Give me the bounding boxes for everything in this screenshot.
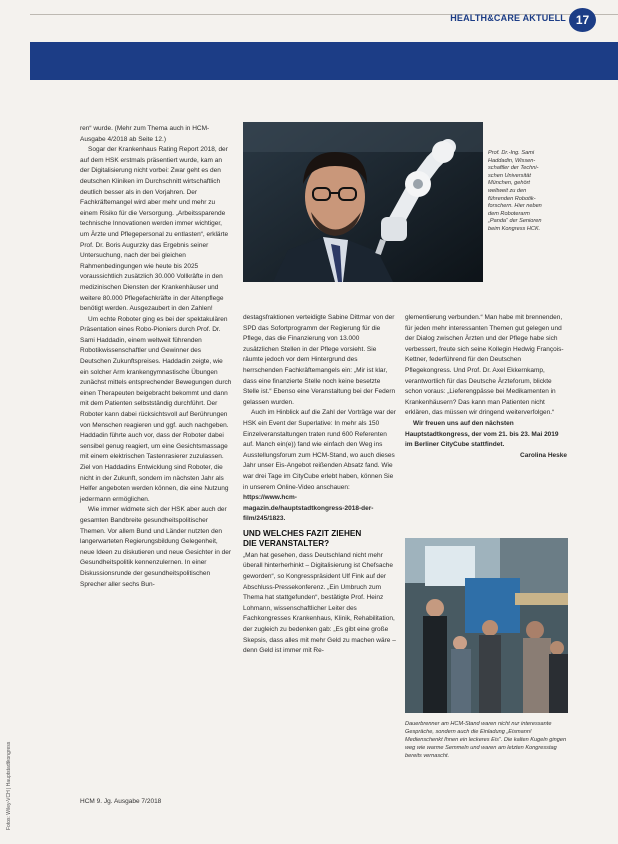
exhibition-photo	[405, 538, 568, 713]
caption-line: schaftler der Techni-	[488, 165, 539, 172]
paragraph: destagsfraktionen verteidigte Sabine Dittmar von der SPD das Sofortprogramm der Regierung für die Pflege, das die Finanzierung von 13.000 zusätzlichen Stellen in der Pflege vorsieht. Sie räumte jedoch vor dem Hintergrund des herrschenden Fachkräftemangels ein: „Mir ist klar, dass eine finanzierte Stelle noch keine besetzte Stelle ist.“ Ebenso eine Veranstaltung bei der Federn gelassen wurden.	[243, 314, 396, 406]
article-column-1	[80, 124, 232, 590]
portrait-with-robot-arm-icon	[243, 122, 483, 282]
caption-line: weltweit zu den	[488, 187, 527, 194]
paragraph: Sogar der Krankenhaus Rating Report 2018, der auf dem HSK erstmals präsentiert wurde, kam an der Digitalisierung nicht vorbei: Zwar geht es den deutschen Kliniken im Durchschnitt wirtschaftlich deutlich besser als in den Vorjahren. Der Fachkräftemangel wird aber mehr und mehr zu einem Risiko für die Versorgung. „Arbeitssparende technische Innovationen werden immer wichtiger, um Ärzte und Pflegepersonal zu entlasten“, erklärte Prof. Dr. Boris Augurzky das Ergebnis seiner Untersuchung, nach der bei gleichen Rahmenbedingungen wie heute bis 2025 voraussichtlich zusätzlich 30.000 Vollkräfte in den medizinischen Diensten der Krankenhäuser und weitere 80.000 Pflegefachkräfte in der Altenpflege benötigt werden. Ausgezaubert in den Zahlen!	[80, 146, 229, 313]
caption-line: führenden Robotik-	[488, 195, 536, 202]
portrait-photo	[243, 122, 483, 282]
paragraph: glementierung verbunden.“ Man habe mit brennenden, für jeden mehr interessanten Themen gut gelegen und der Dialog zwischen Ärzten und der Pflege habe sich verbessert, freute sich seine Kollegin Hedwig François-Kettner, federführend für den Deutschen Pflegekongress. Und Prof. Dr. Axel Ekkernkamp, verantwortlich für das Deutsche Ärzteforum, blickte schon voraus: „Lieferengpässe bei Medikamenten in Krankenhäusern? Das kann man Patienten nicht erklären, das müssen wir dringend weiterverfolgen.“	[405, 314, 564, 417]
caption-line: forschern. Hier neben	[488, 203, 542, 210]
header-band	[30, 42, 618, 80]
section-title: HEALTH&CARE AKTUELL	[450, 13, 566, 23]
paragraph: „Man hat gesehen, dass Deutschland nicht mehr überall hinterherhinkt – Digitalisierung ist Chefsache geworden“, so Kongresspräsident Ulf Fink auf der Abschluss-Pressekonferenz. „Ein Umbruch zum Thema hat stattgefunden“, bestätigte Prof. Heinz Lohmann, wissenschaftlicher Leiter des Fachkongresses Krankenhaus, Klinik, Rehabilitation, der zugleich zu bedenken gab: „Es gibt eine große Skepsis, dass alles mit mehr Geld zu machen wäre – denn Geld ist immer mit Re-	[243, 551, 396, 655]
paragraph: Wir freuen uns auf den nächsten Hauptstadtkongress, der vom 21. bis 23. Mai 2019 im Berliner CityCube stattfindet.	[405, 419, 559, 449]
page-number-badge: 17	[569, 8, 596, 32]
paragraph: Auch im Hinblick auf die Zahl der Vorträge war der HSK ein Event der Superlative: In mehr als 150 Einzelveranstaltungen traten rund 600 Referenten auf. Manch ein(e)) fand wie einfach den Weg ins Ausstellungsforum zum HCM-Stand, wo auch dieses Jahr unser Eis-Angebot reißenden Absatz fand. Wie war drei Tage im CityCube erlebt haben, können Sie in unserem Online-Video anschauen:	[243, 409, 396, 491]
caption-line: München, gehört	[488, 180, 530, 187]
page-footer: HCM 9. Jg. Ausgabe 7/2018	[80, 798, 162, 805]
paragraph: Wie immer widmete sich der HSK aber auch der gesamten Bandbreite gesundheitspolitischer Themen. Vor allem Bund und Länder nutzten den langerwarteten Regierungsbildung Gelegenheit, neue Ideen zu diskutieren und neue Gesichter in der Gesundheitspolitik kennenzulernen. In einer Diskussionsrunde der gesundheitspolitischen Sprecher aller sechs Bun-	[80, 506, 232, 588]
caption-line: schen Universität	[488, 172, 531, 179]
caption-line: „Panda“ der Senioren	[488, 218, 542, 225]
article-column-2	[243, 313, 396, 657]
caption-line: Prof. Dr.-Ing. Sami	[488, 150, 535, 156]
caption-line: beim Kongress HCK.	[488, 225, 541, 232]
caption-line: Haddadin, Wissen-	[488, 157, 536, 164]
portrait-caption	[488, 150, 568, 234]
paragraph: Um echte Roboter ging es bei der spektakulären Präsentation eines Robo-Pioniers durch Prof. Dr. Sami Haddadin, einem weltweit führenden Robotikwissenschaftler und Gewinner des Deutschen Zukunftspreises. Haddadin zeigte, wie ein solcher Arm krankengymnastische Übungen zunächst mittels entsprechender Bewegungen durch einen Therapeuten beigebracht bekommt und dann mit dem Patienten selbstständig durchführt. Der Roboter kann dabei rücksichtsvoll auf Berührungen von Menschen reagieren und ggf. auch nachgeben. Haddadin führte auch vor, dass der Roboter dabei sensibel genug reagiert, um eine Gesichtsmassage mit einem elektrischen Tastenrasierer zuzulassen. Ziel von Haddadins Entwicklung sind Roboter, die nicht in der Zukunft, sondern im nächsten Jahr als Helfer angeboten werden können, die eine Nutzung jedermann ermöglichen.	[80, 315, 232, 503]
article-column-3	[405, 313, 567, 461]
caption-line: dem Roboterarm	[488, 210, 530, 217]
crowd-at-exhibition-stand-icon	[405, 538, 568, 713]
author-name: Carolina Heske	[520, 451, 567, 459]
video-link[interactable]: https://www.hcm-magazin.de/hauptstadtkongress-2018-der-film/245/1823.	[243, 494, 374, 523]
subheading: UND WELCHES FAZIT ZIEHEN DIE VERANSTALTER?	[243, 528, 362, 548]
paragraph: ren“ wurde. (Mehr zum Thema auch in HCM-Ausgabe 4/2018 ab Seite 12.)	[80, 125, 210, 143]
exhibition-caption: Dauerbrenner am HCM-Stand waren nicht nur interessante Gespräche, sondern auch die Einladung „Eismann! Medienschenkt Ihnen ein leckeres Eis“. Die kalten Kugeln gingen weg wie warme Semmeln und waren am letzten Kongresstag bereits vernascht.	[405, 721, 567, 759]
photo-credits: Fotos: Wiley-VCH | Hauptstadtkongress	[6, 741, 12, 830]
